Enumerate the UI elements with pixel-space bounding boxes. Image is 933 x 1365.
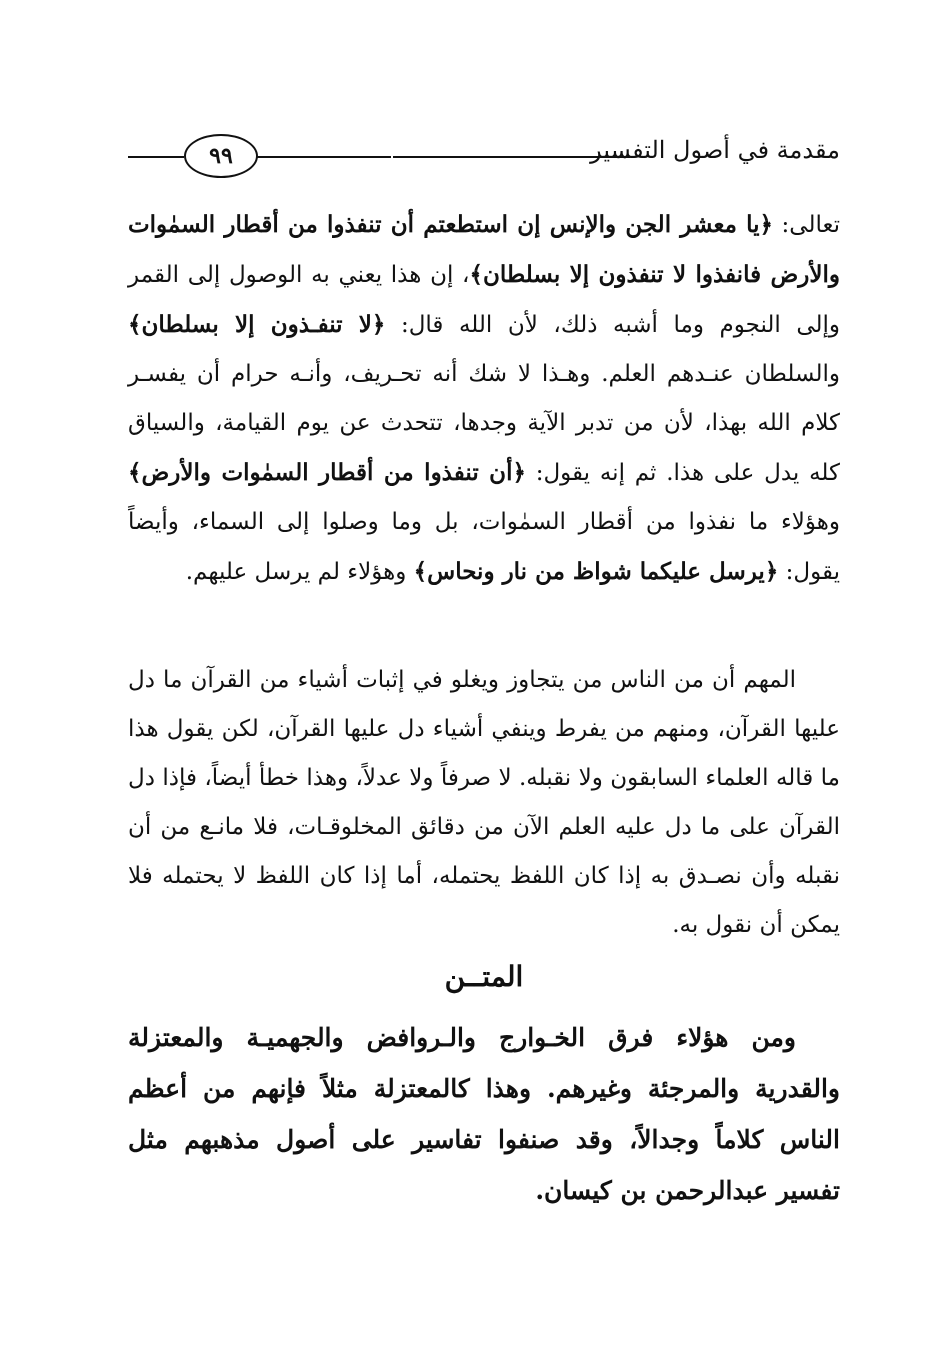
paragraph-2-text: المهم أن من الناس من يتجاوز ويغلو في إثبات أشياء من القرآن ما دل عليها القرآن، ومنهم من يفرط وينفي أشياء دل عليها القرآن، لكن يقول هذا ما قاله العلماء السابقون ولا نقبله. لا صرفاً ولا عدلاً، وهذا خطأ أيضاً، فإذا دل القرآن على ما دل عليه العلم الآن من دقائق المخلوقـات، فلا مانـع من أن نقبله وأن نصـدق به إذا كان اللفظ يحتمله، أما إذا كان اللفظ لا يحتمله فلا يمكن أن نقول به. [128,667,840,938]
matn-paragraph [128,1012,840,1216]
page-header [128,130,840,182]
paragraph-1 [128,200,840,597]
text-segment: ، إن هذا يعني به الوصول إلى القمر وإلى النجوم وما أشبه ذلك، لأن الله قال: [128,262,841,338]
matn-heading: المتــن [444,960,524,993]
header-rule [393,156,630,158]
matn-text: ومن هؤلاء فرق الخـوارج والـروافض والجهميـة والمعتزلة والقدرية والمرجئة وغيرهم. وهذا كالمعتزلة مثلاً فإنهم من أعظم الناس كلاماً وجدالاً، وقد صنفوا تفاسير على أصول مذهبهم مثل تفسير عبدالرحمن بن كيسان. [128,1023,840,1205]
quran-quote: ﴿لا تنفـذون إلا بسلطان﴾ [128,311,386,338]
header-rule-left [128,156,184,158]
text-segment: وهؤلاء ما نفذوا من أقطار السمٰوات، بل وما وصلوا إلى السماء، وأيضاً يقول: [128,509,840,585]
page-number: ٩٩ [184,134,258,178]
text-segment: والسلطان عنـدهم العلم. وهـذا لا شك أنه تحـريف، وأنـه حرام أن يفسـر كلام الله بهذا، لأن من تدبر الآية وجدها، تتحدث عن يوم القيامة، والسياق كله يدل على هذا. ثم إنه يقول: [128,361,840,486]
text-segment: تعالى: [773,212,840,238]
quran-quote: ﴿أن تنفذوا من أقطار السمٰوات والأرض﴾ [128,459,526,486]
header-rule-middle [256,156,391,158]
paragraph-2 [128,656,840,950]
book-title: مقدمة في أصول التفسير [590,136,840,164]
text-segment: وهؤلاء لم يرسل عليهم. [185,559,414,585]
quran-quote: ﴿يرسل عليكما شواظ من نار ونحاس﴾ [413,558,779,585]
quran-quote: ﴿يا معشر الجن والإنس إن استطعتم أن تنفذوا من أقطار السمٰوات والأرض فانفذوا لا تنفذون إلا بسلطان﴾ [128,211,840,288]
